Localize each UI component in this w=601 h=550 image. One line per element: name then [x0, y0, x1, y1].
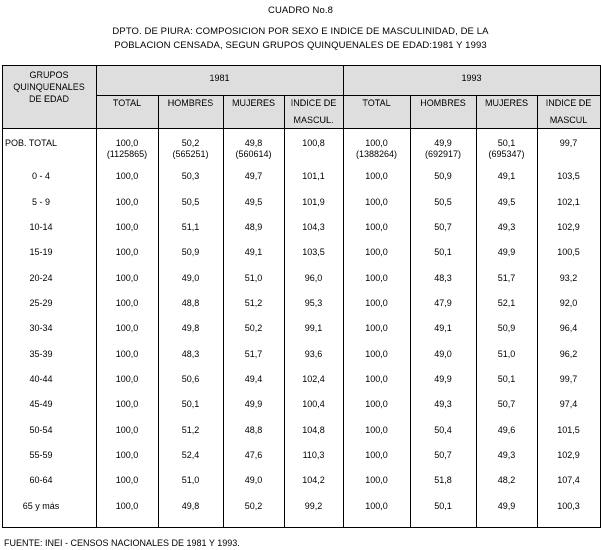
- table-cell: 100,0: [115, 425, 139, 435]
- column-header: HOMBRES: [420, 98, 466, 108]
- row-label: 25-29: [29, 298, 53, 308]
- table-cell: 100,0: [365, 247, 388, 257]
- table-cell: 50,1: [181, 399, 200, 409]
- row-label: 0 - 4: [31, 171, 50, 181]
- table-cell: 50,1: [497, 374, 516, 384]
- table-cell: 50,6: [181, 374, 200, 384]
- table-cell: 50,2: [244, 323, 263, 333]
- table-cell: 51,7: [497, 273, 516, 283]
- table-cell: 50,1: [497, 138, 516, 148]
- table-cell: 49,8: [244, 138, 263, 148]
- column-divider: [537, 95, 538, 527]
- table-cell: 100,0: [115, 501, 139, 511]
- table-cell: 50,1: [434, 501, 452, 511]
- row-label: 15-19: [29, 247, 53, 257]
- table-cell: 49,9: [434, 374, 452, 384]
- table-cell: 110,3: [302, 450, 325, 460]
- table-cell: 50,7: [497, 399, 516, 409]
- table-cell-absolute: (1125865): [106, 149, 148, 159]
- table-cell: 50,9: [181, 247, 200, 257]
- table-cell: 51,0: [497, 349, 516, 359]
- table-cell: 49,1: [434, 323, 452, 333]
- table-cell: 51,2: [181, 425, 200, 435]
- table-cell: 49,9: [497, 247, 516, 257]
- table-cell: 96,4: [559, 323, 578, 333]
- table-cell: 51,0: [181, 475, 200, 485]
- table-cell: 100,0: [115, 298, 139, 308]
- row-label: 10-14: [29, 222, 53, 232]
- table-cell: 50,5: [434, 197, 452, 207]
- table-cell: 48,3: [181, 349, 200, 359]
- table-cell: 100,0: [365, 298, 388, 308]
- row-label: 60-64: [29, 475, 53, 485]
- table-cell: 49,1: [244, 247, 263, 257]
- table-title-line2: POBLACION CENSADA, SEGUN GRUPOS QUINQUENALES DE EDAD:1981 Y 1993: [114, 40, 487, 51]
- table-title-line1: DPTO. DE PIURA: COMPOSICION POR SEXO E INDICE DE MASCULINIDAD, DE LA: [112, 26, 489, 37]
- table-cell: 50,7: [434, 450, 452, 460]
- header-bottom-border: [2, 128, 601, 129]
- table-cell: 100,0: [365, 349, 388, 359]
- table-cell: 100,0: [115, 247, 139, 257]
- group-header-label: DE EDAD: [28, 94, 69, 104]
- row-label: 55-59: [29, 450, 53, 460]
- row-label: 40-44: [29, 374, 53, 384]
- table-cell: 50,2: [244, 501, 263, 511]
- table-cell: 100,0: [365, 450, 388, 460]
- table-cell: 49,9: [244, 399, 263, 409]
- table-cell: 49,9: [434, 138, 452, 148]
- table-cell: 93,2: [559, 273, 578, 283]
- table-cell: 100,0: [115, 349, 139, 359]
- table-cell: 49,0: [181, 273, 200, 283]
- table-bottom-border: [2, 527, 601, 528]
- table-cell: 49,5: [497, 197, 516, 207]
- table-cell: 100,3: [557, 501, 580, 511]
- table-cell: 100,0: [365, 425, 388, 435]
- data-table: [2, 65, 601, 527]
- table-cell: 99,7: [559, 374, 578, 384]
- column-header: HOMBRES: [167, 98, 214, 108]
- column-header: MUJERES: [231, 98, 275, 108]
- table-cell: 51,8: [434, 475, 452, 485]
- table-cell: 102,1: [557, 197, 580, 207]
- table-cell-absolute: (1388264): [355, 149, 398, 159]
- table-cell: 97,4: [559, 399, 578, 409]
- table-cell: 48,2: [497, 475, 516, 485]
- table-cell: 101,9: [302, 197, 325, 207]
- column-header: MASCUL.: [293, 115, 334, 125]
- table-cell: 100,8: [302, 138, 325, 148]
- column-header: INDICE DE: [290, 98, 337, 108]
- table-cell: 50,5: [181, 197, 200, 207]
- column-header: INDICE DE: [545, 98, 592, 108]
- table-cell: 100,0: [115, 138, 139, 148]
- table-cell: 100,0: [115, 374, 139, 384]
- table-cell: 95,3: [304, 298, 323, 308]
- table-number: CUADRO No.8: [268, 5, 333, 16]
- table-cell: 100,0: [365, 323, 388, 333]
- row-label: 65 y más: [22, 501, 60, 511]
- table-cell: 103,5: [302, 247, 325, 257]
- table-cell: 102,9: [557, 222, 580, 232]
- row-label: 45-49: [29, 399, 53, 409]
- table-cell: 99,2: [304, 501, 323, 511]
- table-cell: 49,6: [497, 425, 516, 435]
- table-cell: 48,3: [434, 273, 452, 283]
- table-cell: 50,4: [434, 425, 452, 435]
- group-header-label: GRUPOS: [29, 70, 69, 80]
- table-cell: 49,9: [497, 501, 516, 511]
- table-cell: 100,0: [115, 323, 139, 333]
- table-cell: 102,9: [557, 450, 580, 460]
- table-cell: 50,3: [181, 171, 200, 181]
- table-cell: 49,0: [244, 475, 263, 485]
- column-header: TOTAL: [112, 98, 142, 108]
- table-cell: 49,8: [181, 501, 200, 511]
- table-cell: 92,0: [559, 298, 578, 308]
- table-cell: 52,4: [181, 450, 200, 460]
- column-header: MASCUL: [549, 115, 588, 125]
- table-cell-absolute: (692917): [424, 149, 462, 159]
- group-header-label: QUINQUENALES: [13, 82, 85, 92]
- row-label: 30-34: [29, 323, 53, 333]
- table-cell: 48,8: [244, 425, 263, 435]
- table-cell: 100,0: [115, 171, 139, 181]
- table-cell: 49,5: [244, 197, 263, 207]
- table-cell: 49,0: [434, 349, 452, 359]
- table-cell: 52,1: [497, 298, 516, 308]
- table-cell: 100,0: [365, 138, 388, 148]
- column-divider: [284, 95, 285, 527]
- table-cell: 50,9: [497, 323, 516, 333]
- table-cell: 100,0: [365, 197, 388, 207]
- table-top-border: [2, 65, 601, 66]
- table-cell: 101,5: [557, 425, 580, 435]
- table-cell: 51,7: [244, 349, 263, 359]
- table-cell: 104,2: [302, 475, 325, 485]
- table-cell: 49,1: [497, 171, 516, 181]
- row-label: 50-54: [29, 425, 53, 435]
- table-cell: 51,1: [181, 222, 200, 232]
- table-cell: 96,2: [559, 349, 578, 359]
- table-cell: 102,4: [302, 374, 325, 384]
- table-cell-absolute: (565251): [172, 149, 209, 159]
- table-cell: 100,4: [302, 399, 325, 409]
- table-cell: 100,0: [365, 171, 388, 181]
- table-cell: 47,6: [244, 450, 263, 460]
- table-cell: 100,0: [365, 475, 388, 485]
- table-cell: 100,0: [115, 222, 139, 232]
- table-cell: 51,0: [244, 273, 263, 283]
- table-cell: 100,0: [365, 222, 388, 232]
- row-label: 5 - 9: [31, 197, 50, 207]
- table-cell: 49,4: [244, 374, 263, 384]
- row-label: POB. TOTAL: [5, 138, 58, 148]
- table-cell: 93,6: [304, 349, 323, 359]
- table-cell: 100,0: [115, 450, 139, 460]
- row-label: 20-24: [29, 273, 53, 283]
- year-header-1993: 1993: [461, 73, 482, 83]
- table-cell: 100,0: [365, 273, 388, 283]
- header-divider: [96, 95, 601, 96]
- table-cell: 49,8: [181, 323, 200, 333]
- table-cell: 51,2: [244, 298, 263, 308]
- table-cell: 100,0: [115, 399, 139, 409]
- table-cell: 49,7: [244, 171, 263, 181]
- table-cell: 49,3: [497, 450, 516, 460]
- column-header: MUJERES: [484, 98, 528, 108]
- table-cell: 100,0: [365, 399, 388, 409]
- table-cell: 50,7: [434, 222, 452, 232]
- table-cell: 49,3: [497, 222, 516, 232]
- table-cell: 101,1: [302, 171, 325, 181]
- source-note: FUENTE: INEI - CENSOS NACIONALES DE 1981 Y 1993.: [4, 538, 240, 548]
- row-label: 35-39: [29, 349, 53, 359]
- table-cell-absolute: (560614): [235, 149, 272, 159]
- table-cell: 50,9: [434, 171, 452, 181]
- table-cell-absolute: (695347): [488, 149, 525, 159]
- column-header: TOTAL: [362, 98, 391, 108]
- table-cell: 50,1: [434, 247, 452, 257]
- table-cell: 100,0: [115, 475, 139, 485]
- table-cell: 96,0: [304, 273, 323, 283]
- table-cell: 99,1: [304, 323, 323, 333]
- table-cell: 103,5: [557, 171, 580, 181]
- table-cell: 107,4: [557, 475, 580, 485]
- table-cell: 100,0: [365, 374, 388, 384]
- table-cell: 100,0: [365, 501, 388, 511]
- year-header-1981: 1981: [209, 73, 230, 83]
- table-cell: 49,3: [434, 399, 452, 409]
- table-cell: 100,0: [115, 273, 139, 283]
- table-cell: 48,8: [181, 298, 200, 308]
- table-cell: 100,5: [557, 247, 580, 257]
- table-cell: 48,9: [244, 222, 263, 232]
- table-cell: 50,2: [181, 138, 200, 148]
- table-cell: 100,0: [115, 197, 139, 207]
- table-cell: 104,8: [302, 425, 325, 435]
- table-cell: 104,3: [302, 222, 325, 232]
- table-cell: 47,9: [434, 298, 452, 308]
- table-cell: 99,7: [559, 138, 578, 148]
